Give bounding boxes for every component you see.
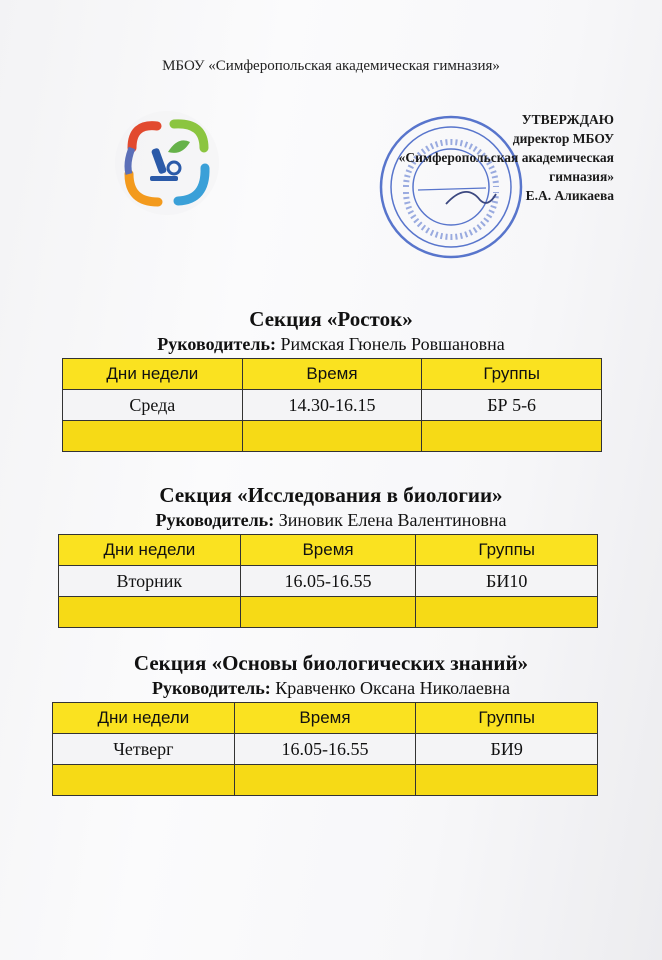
table-header-row (53, 703, 598, 734)
approval-line: директор МБОУ (512, 131, 614, 146)
schedule-table (62, 358, 602, 452)
section-leader (0, 676, 662, 700)
leader-label: Руководитель: (157, 334, 276, 354)
schedule-table (58, 534, 598, 628)
section-leader (0, 332, 662, 356)
time-cell: 16.05-16.55 (240, 566, 416, 597)
group-cell: БР 5-6 (422, 390, 602, 421)
section-rostok (0, 306, 662, 452)
header-cell: Группы (416, 703, 598, 734)
table-empty-row (53, 765, 598, 796)
header-cell: Время (240, 535, 416, 566)
empty-cell (416, 765, 598, 796)
empty-cell (234, 765, 416, 796)
day-cell: Четверг (53, 734, 235, 765)
empty-cell (240, 597, 416, 628)
header-cell: Группы (416, 535, 598, 566)
approval-block (354, 110, 614, 205)
section-title: Секция «Росток» (249, 307, 413, 331)
leader-label: Руководитель: (155, 510, 275, 530)
group-cell: БИ9 (416, 734, 598, 765)
approval-line: «Симферопольская академическая (398, 150, 614, 165)
header-cell: Дни недели (53, 703, 235, 734)
section-leader (0, 508, 662, 532)
section-title: Секция «Исследования в биологии» (159, 483, 503, 507)
header-cell: Время (234, 703, 416, 734)
approval-line: Е.А. Аликаева (525, 188, 614, 203)
group-cell: БИ10 (416, 566, 598, 597)
approval-line: УТВЕРЖДАЮ (521, 112, 614, 127)
table-empty-row (63, 421, 602, 452)
leader-name: Кравченко Оксана Николаевна (275, 678, 510, 698)
empty-cell (242, 421, 422, 452)
organization-header: МБОУ «Симферопольская академическая гимназия» (162, 58, 500, 74)
table-header-row (59, 535, 598, 566)
day-cell: Вторник (59, 566, 241, 597)
empty-cell (422, 421, 602, 452)
empty-cell (416, 597, 598, 628)
section-research (0, 482, 662, 628)
table-header-row (63, 359, 602, 390)
section-biology-basics (0, 650, 662, 796)
table-row (59, 566, 598, 597)
header-cell: Дни недели (63, 359, 243, 390)
header-cell: Группы (422, 359, 602, 390)
header-cell: Дни недели (59, 535, 241, 566)
empty-cell (59, 597, 241, 628)
header-cell: Время (242, 359, 422, 390)
empty-cell (63, 421, 243, 452)
day-cell: Среда (63, 390, 243, 421)
leader-name: Римская Гюнель Ровшановна (280, 334, 505, 354)
table-row (53, 734, 598, 765)
table-row (63, 390, 602, 421)
time-cell: 16.05-16.55 (234, 734, 416, 765)
table-empty-row (59, 597, 598, 628)
schedule-table (52, 702, 598, 796)
time-cell: 14.30-16.15 (242, 390, 422, 421)
empty-cell (53, 765, 235, 796)
section-title: Секция «Основы биологических знаний» (133, 651, 529, 675)
leader-name: Зиновик Елена Валентиновна (278, 510, 507, 530)
school-logo-icon (112, 108, 222, 218)
leader-label: Руководитель: (152, 678, 271, 698)
approval-line: гимназия» (549, 169, 614, 184)
